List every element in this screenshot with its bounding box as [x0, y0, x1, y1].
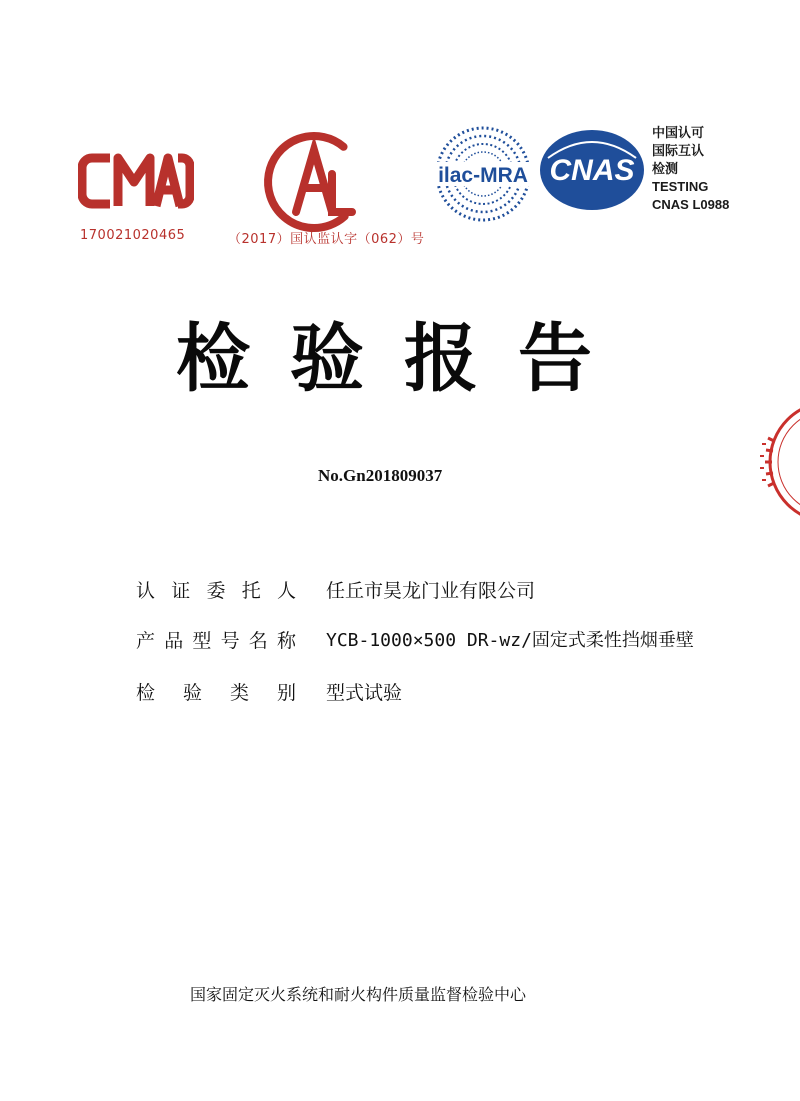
ilac-mra-logo-icon [428, 122, 538, 226]
cal-seal-icon [260, 130, 368, 234]
field-label: 产 品 型 号 名 称 [136, 629, 296, 652]
header-seals [0, 0, 800, 260]
document-title: 检验报告 [176, 316, 632, 402]
field-value-product: YCB-1000×500 DR-wz/固定式柔性挡烟垂壁 [326, 630, 694, 651]
svg-text:ilac-MRA: ilac-MRA [438, 164, 528, 187]
cal-number: （2017）国认监认字（062）号 [228, 232, 425, 247]
cnas-logo-icon [538, 128, 646, 212]
field-row-type [136, 676, 402, 706]
field-value-client: 任丘市昊龙门业有限公司 [326, 579, 536, 602]
cnas-line: 国际互认 [652, 143, 705, 158]
svg-text:CNAS: CNAS [549, 154, 635, 187]
field-label: 检 验 类 别 [136, 681, 296, 704]
cnas-line: TESTING [652, 179, 709, 194]
cnas-line: 中国认可 [652, 125, 705, 140]
cma-seal-icon [78, 150, 194, 212]
report-number: No.Gn201809037 [318, 466, 443, 485]
cnas-text-block [652, 124, 729, 214]
field-row-product [136, 624, 694, 654]
red-stamp-icon [738, 398, 800, 526]
cma-number: 170021020465 [80, 228, 186, 243]
field-label: 认 证 委 托 人 [136, 579, 296, 602]
field-row-client [136, 574, 535, 604]
cnas-line: CNAS L0988 [652, 197, 730, 212]
field-value-type: 型式试验 [326, 681, 403, 704]
issuing-organization: 国家固定灭火系统和耐火构件质量监督检验中心 [190, 985, 527, 1004]
cnas-line: 检测 [652, 161, 679, 176]
